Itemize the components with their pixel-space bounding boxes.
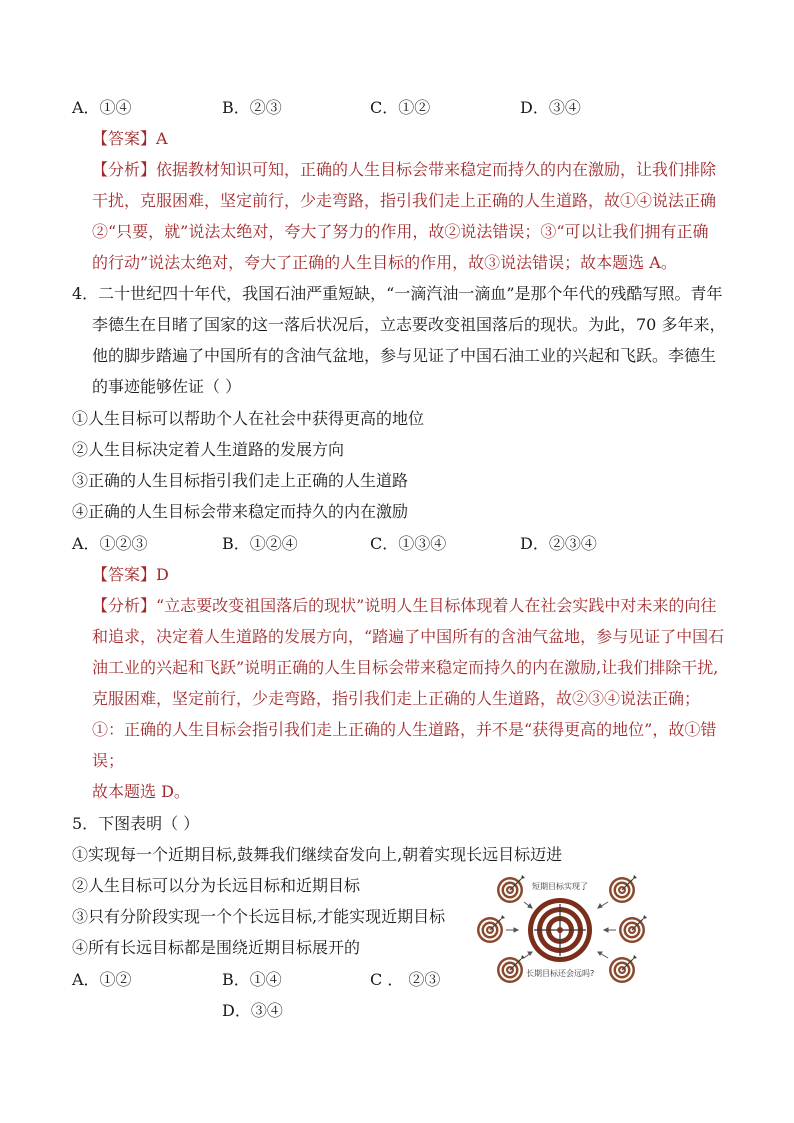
figure-label-bottom: 长期目标还会远吗? [526, 969, 595, 978]
q4-analysis-line: ①：正确的人生目标会指引我们走上正确的人生道路，并不是“获得更高的地位”，故①错 [92, 720, 717, 739]
figure-label-top: 短期目标实现了 [532, 882, 588, 891]
q4-stem-line: 4．二十世纪四十年代，我国石油严重短缺，“一滴汽油一滴血”是那个年代的残酷写照。青年 [72, 284, 723, 303]
q3-analysis-line: 干扰，克服困难，坚定前行，少走弯路，指引我们走上正确的人生道路，故①④说法正确 [92, 191, 717, 210]
q3-answer: 【答案】A [92, 129, 168, 148]
q4-item: ②人生目标决定着人生道路的发展方向 [72, 440, 345, 459]
center-target [528, 898, 592, 962]
q4-analysis-line: 油工业的兴起和飞跃”说明正确的人生目标会带来稳定而持久的内在激励,让我们排除干扰, [92, 658, 719, 677]
q4-analysis-line: 和追求，决定着人生道路的发展方向，“踏遍了中国所有的含油气盆地，参与见证了中国石 [92, 627, 725, 646]
small-target-right [619, 915, 647, 943]
q4-stem-line: 他的脚步踏遍了中国所有的含油气盆地，参与见证了中国石油工业的兴起和飞跃。李德生 [92, 346, 717, 365]
q3-analysis-line: 的行动”说法太绝对，夸大了正确的人生目标的作用，故③说法错误；故本题选 A。 [92, 253, 677, 272]
small-target-top-right [609, 875, 637, 903]
q5-item: ④所有长远目标都是围绕近期目标展开的 [72, 938, 361, 957]
target-illustration [474, 872, 650, 988]
q4-stem-line: 的事迹能够佐证（ ） [92, 377, 242, 396]
q4-item: ④正确的人生目标会带来稳定而持久的内在激励 [72, 502, 409, 521]
q4-analysis-line: 【分析】“立志要改变祖国落后的现状”说明人生目标体现着人在社会实践中对未来的向往 [92, 596, 717, 615]
q3-option-c: C．①② [370, 98, 431, 117]
small-target-top-left [497, 875, 525, 903]
q4-option-c: C．①③④ [370, 534, 447, 553]
q4-analysis-line: 误； [92, 751, 125, 770]
q4-option-a: A．①②③ [72, 534, 148, 553]
q5-option-a: A．①② [72, 970, 132, 989]
q3-analysis-line: ②“只要，就”说法太绝对，夸大了努力的作用，故②说法错误；③“可以让我们拥有正确 [92, 222, 709, 241]
q4-analysis-line: 克服困难，坚定前行，少走弯路，指引我们走上正确的人生道路，故②③④说法正确； [92, 689, 701, 708]
q5-option-c: C ． ②③ [370, 970, 441, 989]
q3-option-b: B．②③ [222, 98, 282, 117]
small-target-bottom-left [497, 955, 525, 983]
q3-analysis-line: 【分析】依据教材知识可知，正确的人生目标会带来稳定而持久的内在激励，让我们排除 [92, 160, 717, 179]
q3-option-a: A．①④ [72, 98, 132, 117]
q5-item: ③只有分阶段实现一个个长远目标,才能实现近期目标 [72, 907, 446, 926]
target-illustration-svg [474, 872, 650, 988]
q5-option-b: B．①④ [222, 970, 282, 989]
q4-item: ③正确的人生目标指引我们走上正确的人生道路 [72, 471, 409, 490]
q3-option-d: D．③④ [520, 98, 581, 117]
small-target-bottom-right [609, 955, 637, 983]
q4-option-b: B．①②④ [222, 534, 298, 553]
q4-analysis-line: 故本题选 D。 [92, 782, 190, 801]
q5-item: ①实现每一个近期目标,鼓舞我们继续奋发向上,朝着实现长远目标迈进 [72, 845, 563, 864]
q4-item: ①人生目标可以帮助个人在社会中获得更高的地位 [72, 409, 425, 428]
small-target-left [477, 915, 505, 943]
q5-option-d: D．③④ [222, 1001, 283, 1020]
q4-answer: 【答案】D [92, 565, 169, 584]
q4-option-d: D．②③④ [520, 534, 597, 553]
q5-stem: 5．下图表明（ ） [72, 814, 200, 833]
q5-item: ②人生目标可以分为长远目标和近期目标 [72, 876, 361, 895]
q4-stem-line: 李德生在目睹了国家的这一落后状况后，立志要改变祖国落后的现状。为此，70 多年来， [92, 315, 726, 334]
